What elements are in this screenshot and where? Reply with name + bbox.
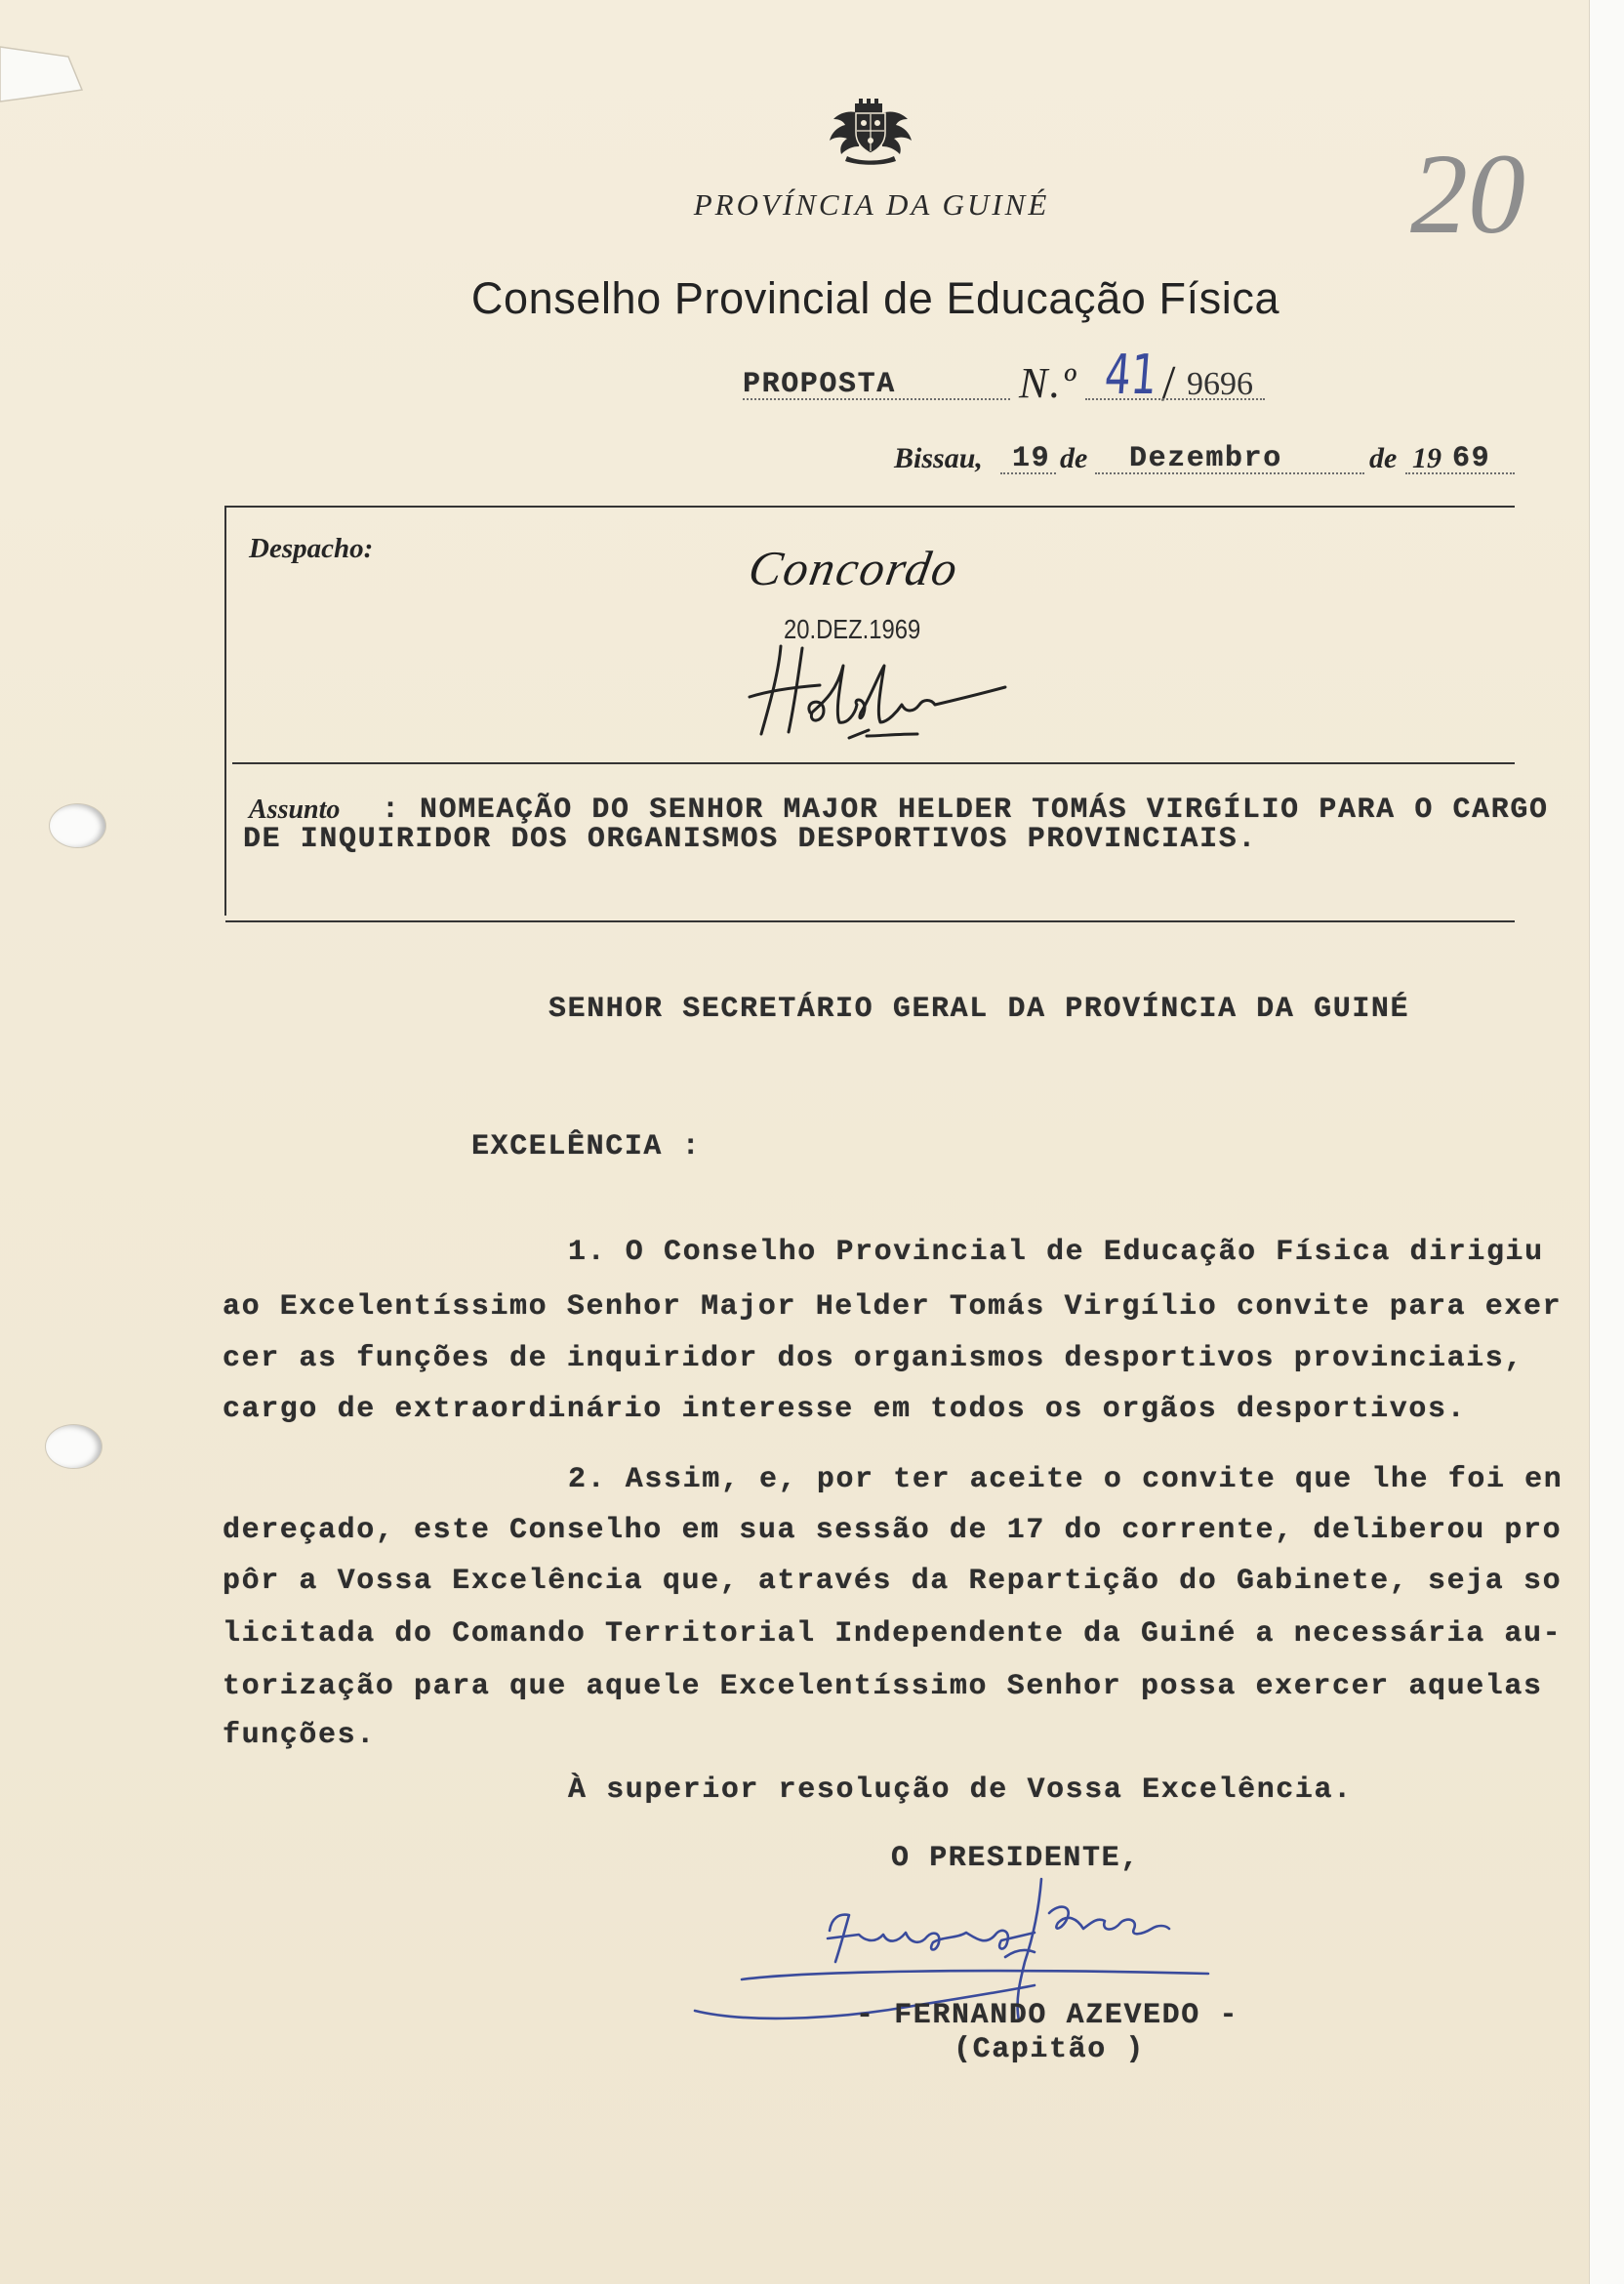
paragraph-1-line: 1. O Conselho Provincial de Educação Física dirigiu (568, 1236, 1544, 1269)
date-year-printed: 19 (1412, 442, 1441, 474)
paragraph-2-line: 2. Assim, e, por ter aceite o convite que lhe foi en (568, 1463, 1563, 1496)
province-heading: PROVÍNCIA DA GUINÉ (693, 187, 1050, 222)
dotted-line (1405, 472, 1515, 474)
assunto-label: Assunto (249, 795, 341, 825)
printed-number: 9696 (1187, 366, 1253, 402)
despacho-label: Despacho: (249, 533, 374, 564)
torn-corner (0, 39, 88, 107)
box-left-rule (224, 506, 226, 916)
paragraph-2-line: pôr a Vossa Excelência que, através da Repartição do Gabinete, seja so (223, 1565, 1563, 1598)
punch-hole (50, 804, 105, 847)
despacho-handwritten-note: Concordo (745, 541, 964, 595)
date-day: 19 (1012, 442, 1051, 475)
box-middle-rule (232, 762, 1515, 764)
institution-title: Conselho Provincial de Educação Física (470, 273, 1280, 323)
handwritten-number: 41 (1102, 344, 1160, 407)
number-separator: / (1161, 356, 1176, 412)
punch-hole (46, 1425, 102, 1468)
date-year-typed: 69 (1452, 442, 1491, 475)
signatory-title: O PRESIDENTE, (891, 1842, 1140, 1875)
salutation: EXCELÊNCIA : (471, 1130, 702, 1163)
coat-of-arms-icon (826, 96, 915, 166)
number-prefix: N.º (1019, 359, 1077, 407)
dotted-line (1000, 472, 1056, 474)
paragraph-2-line: dereçado, este Conselho em sua sessão de 17 do corrente, deliberou pro (223, 1514, 1563, 1547)
paragraph-2-line: funções. (223, 1719, 376, 1752)
paragraph-1-line: cargo de extraordinário interesse em todos os orgãos desportivos. (223, 1393, 1467, 1426)
dotted-line (743, 398, 1010, 400)
folio-number: 20 (1410, 130, 1525, 258)
paragraph-1-line: ao Excelentíssimo Senhor Major Helder Tomás Virgílio convite para exer (223, 1290, 1563, 1324)
assunto-line: DE INQUIRIDOR DOS ORGANISMOS DESPORTIVOS PROVINCIAIS. (243, 823, 1257, 856)
signatory-rank: (Capitão ) (954, 2033, 1146, 2066)
date-de-label: de (1369, 442, 1398, 474)
despacho-signature (742, 636, 1035, 754)
proposta-label: PROPOSTA (743, 368, 896, 401)
closing-line: À superior resolução de Vossa Excelência. (568, 1774, 1353, 1807)
box-top-rule (225, 506, 1515, 508)
signatory-name: - FERNANDO AZEVEDO - (856, 1999, 1239, 2032)
paragraph-2-line: licitada do Comando Territorial Independente da Guiné a necessária au- (223, 1617, 1563, 1651)
date-de-label: de (1060, 442, 1088, 474)
addressee: SENHOR SECRETÁRIO GERAL DA PROVÍNCIA DA GUINÉ (548, 993, 1410, 1026)
dotted-line (1085, 398, 1265, 400)
assunto-line: NOMEAÇÃO DO SENHOR MAJOR HELDER TOMÁS VIRGÍLIO PARA O CARGO (420, 794, 1549, 827)
assunto-separator: : (382, 794, 401, 827)
place-label: Bissau, (894, 442, 983, 474)
date-month: Dezembro (1129, 442, 1282, 475)
box-bottom-rule (225, 920, 1515, 922)
date-stamp: 20.DEZ.1969 (784, 614, 921, 644)
paragraph-2-line: torização para que aquele Excelentíssimo Senhor possa exercer aquelas (223, 1670, 1543, 1703)
paragraph-1-line: cer as funções de inquiridor dos organismos desportivos provinciais, (223, 1342, 1523, 1375)
dotted-line (1095, 472, 1364, 474)
